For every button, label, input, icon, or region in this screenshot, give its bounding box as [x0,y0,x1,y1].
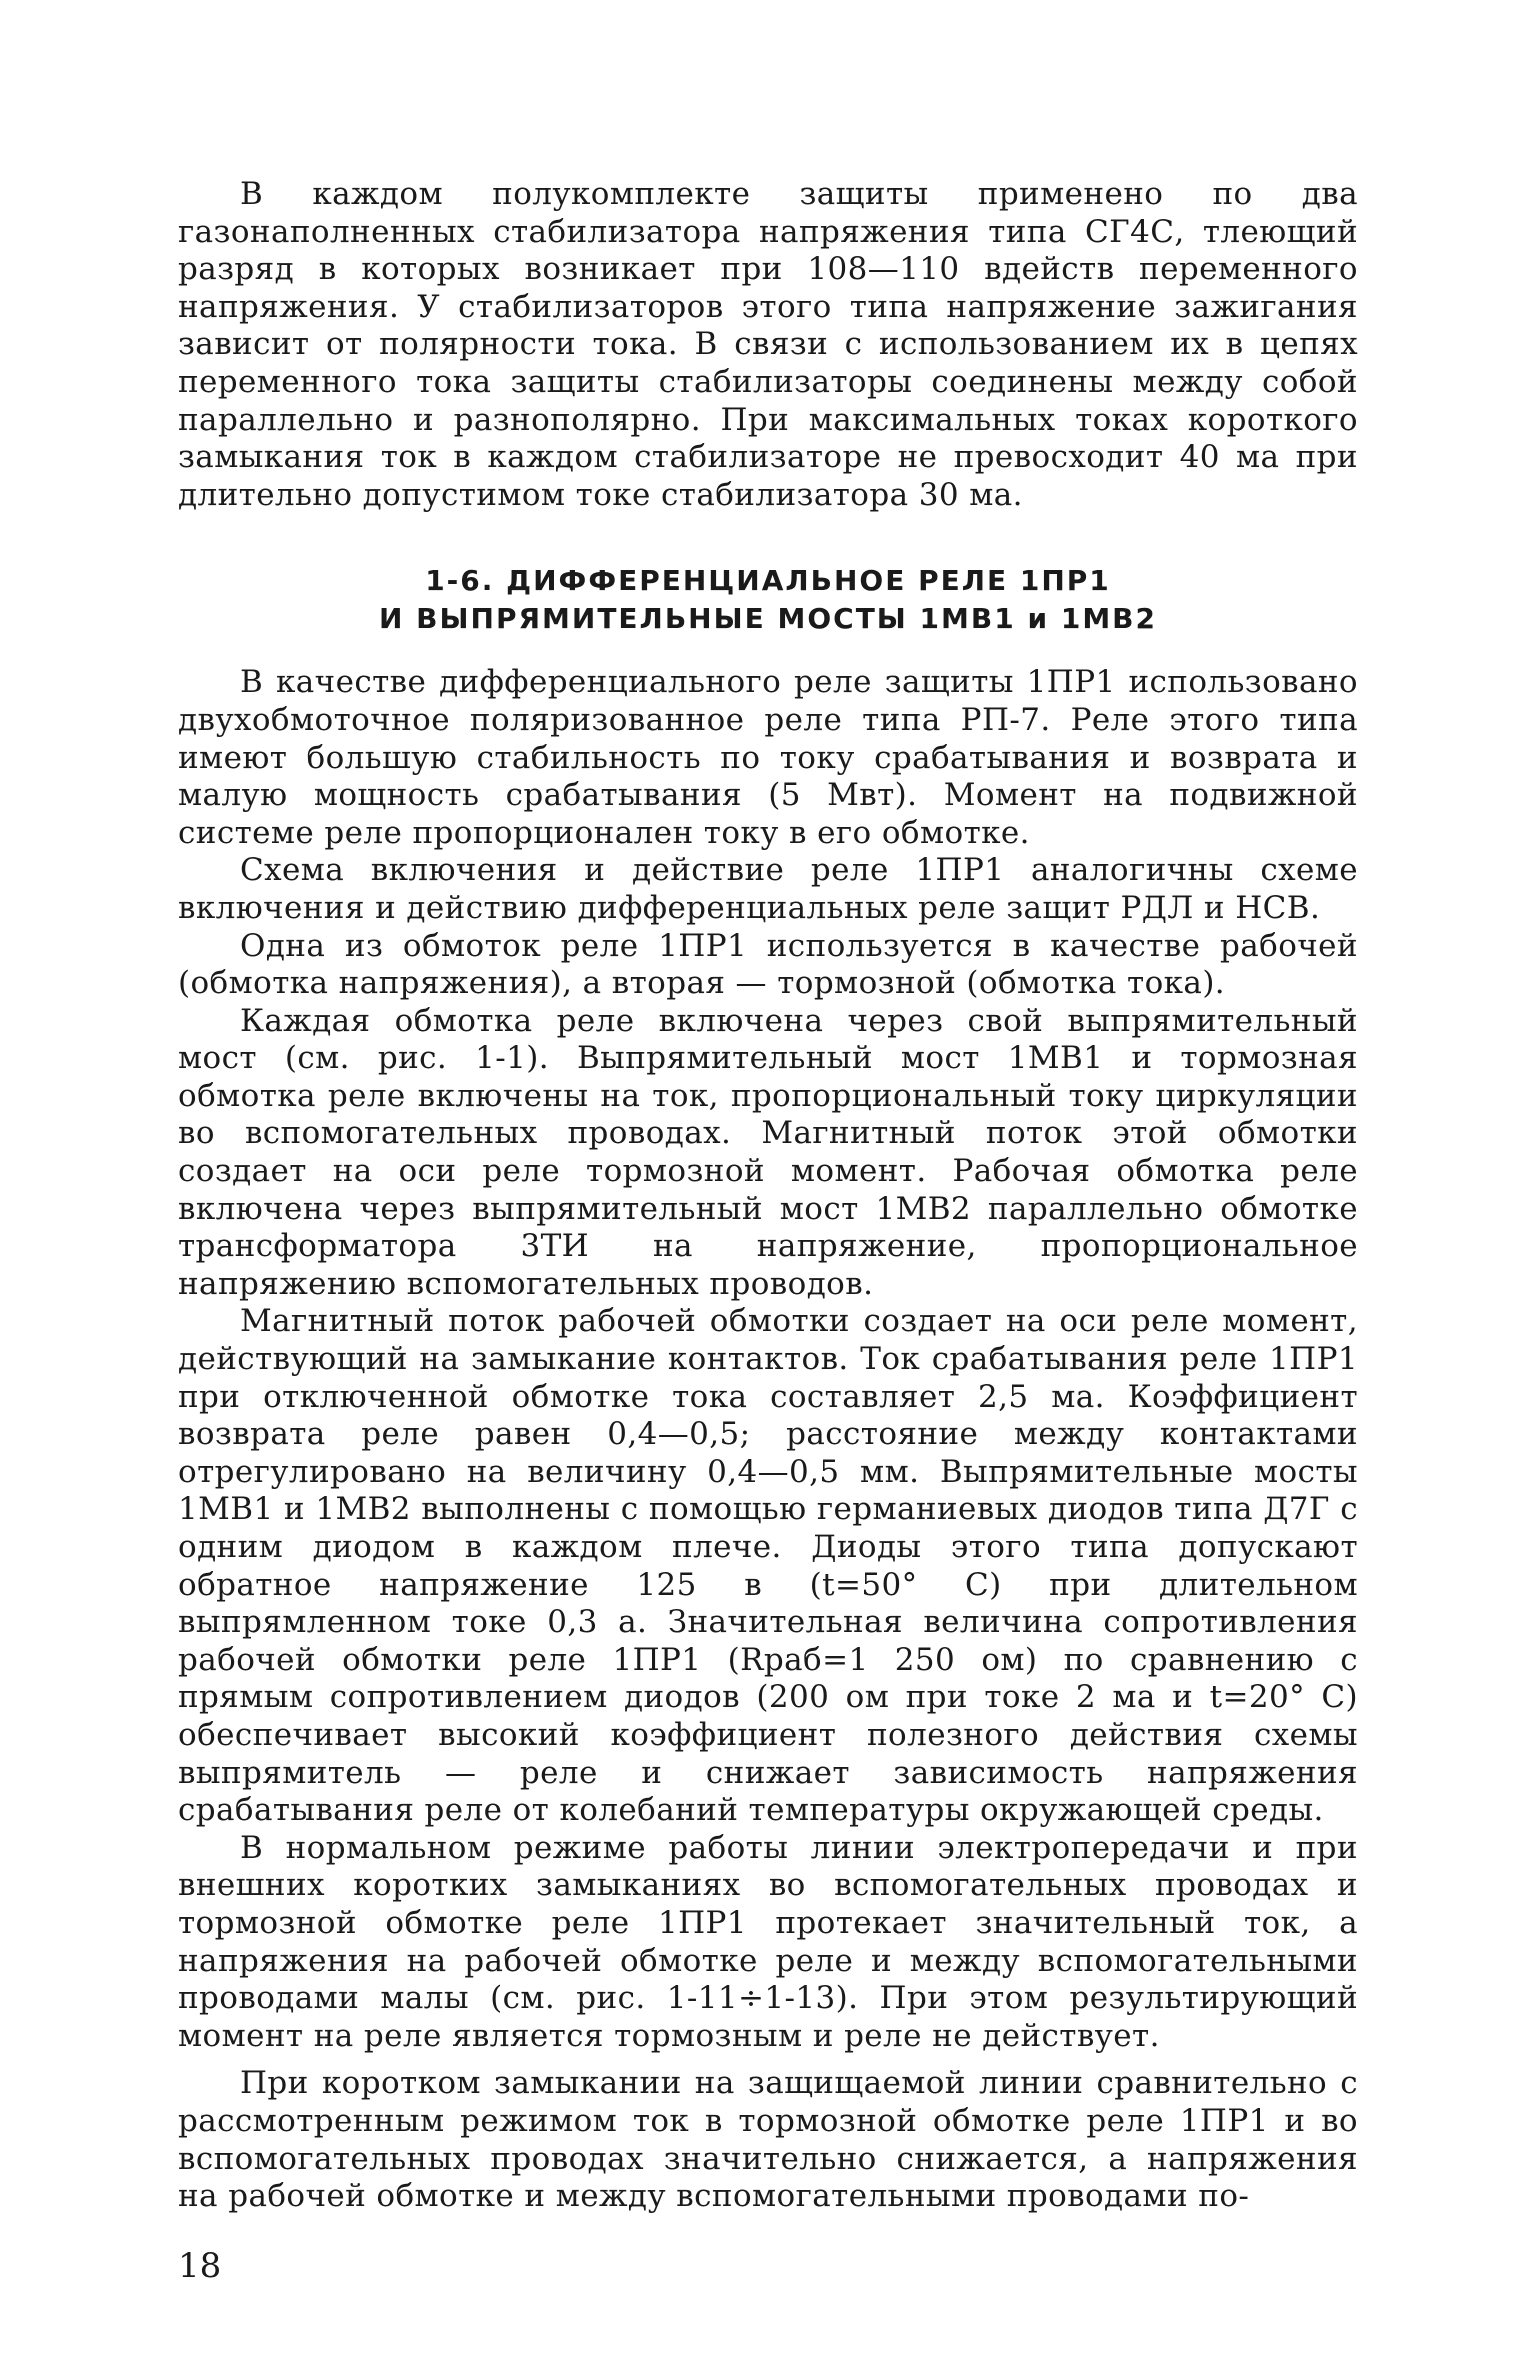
section-paragraph: В нормальном режиме работы линии электропередачи и при внешних коротких замыканиях во вспомогательных проводах и тормозной обмотке реле 1ПР1 протекает значительный ток, а напряжения на рабочей обмотке реле и между вспомогательными проводами малы (см. рис. 1-11÷1-13). При этом результирующий момент на реле является тормозным и реле не действует. [178,1829,1358,2054]
section-heading-line-1: 1-6. ДИФФЕРЕНЦИАЛЬНОЕ РЕЛЕ 1ПР1 [425,564,1111,598]
section-heading-line-2: И ВЫПРЯМИТЕЛЬНЫЕ МОСТЫ 1МВ1 и 1МВ2 [378,602,1158,636]
section-paragraph: Схема включения и действие реле 1ПР1 аналогичны схеме включения и действию дифференциальных реле защит РДЛ и НСВ. [178,852,1358,926]
page-body [178,176,1358,2216]
page-number: 18 [178,2246,222,2286]
section-paragraph: В качестве дифференциального реле защиты 1ПР1 использовано двухобмоточное поляризованное реле типа РП-7. Реле этого типа имеют большую стабильность по току срабатывания и возврата и малую мощность срабатывания (5 Мвт). Момент на подвижной системе реле пропорционален току в его обмотке. [178,664,1358,851]
section-paragraph: При коротком замыкании на защищаемой линии сравнительно с рассмотренным режимом ток в тормозной обмотке реле 1ПР1 и во вспомогательных проводах значительно снижается, а напряжения на рабочей обмотке и между вспомогательными проводами по- [178,2065,1358,2215]
section-paragraph: Магнитный поток рабочей обмотки создает на оси реле момент, действующий на замыкание контактов. Ток срабатывания реле 1ПР1 при отключенной обмотке тока составляет 2,5 ма. Коэффициент возврата реле равен 0,4—0,5; расстояние между контактами отрегулировано на величину 0,4—0,5 мм. Выпрямительные мосты 1МВ1 и 1МВ2 выполнены с помощью германиевых диодов типа Д7Г с одним диодом в каждом плече. Диоды этого типа допускают обратное напряжение 125 в (t=50° С) при длительном выпрямленном токе 0,3 а. Значительная величина сопротивления рабочей обмотки реле 1ПР1 (Rраб=1 250 ом) по сравнению с прямым сопротивлением диодов (200 ом при токе 2 ма и t=20° С) обеспечивает высокий коэффициент полезного действия схемы выпрямитель — реле и снижает зависимость напряжения срабатывания реле от колебаний температуры окружающей среды. [178,1303,1358,1829]
intro-paragraph: В каждом полукомплекте защиты применено по два газонаполненных стабилизатора напряжения типа СГ4С, тлеющий разряд в которых возникает при 108—110 вдейств переменного напряжения. У стабилизаторов этого типа напряжение зажигания зависит от полярности тока. В связи с использованием их в цепях переменного тока защиты стабилизаторы соединены между собой параллельно и разнополярно. При максимальных токах короткого замыкания ток в каждом стабилизаторе не превосходит 40 ма при длительно допустимом токе стабилизатора 30 ма. [178,176,1358,513]
section-paragraph: Каждая обмотка реле включена через свой выпрямительный мост (см. рис. 1-1). Выпрямительный мост 1МВ1 и тормозная обмотка реле включены на ток, пропорциональный току циркуляции во вспомогательных проводах. Магнитный поток этой обмотки создает на оси реле тормозной момент. Рабочая обмотка реле включена через выпрямительный мост 1МВ2 параллельно обмотке трансформатора 3ТИ на напряжение, пропорциональное напряжению вспомогательных проводов. [178,1002,1358,1302]
section-heading [178,562,1358,638]
section-paragraph: Одна из обмоток реле 1ПР1 используется в качестве рабочей (обмотка напряжения), а вторая — тормозной (обмотка тока). [178,927,1358,1002]
